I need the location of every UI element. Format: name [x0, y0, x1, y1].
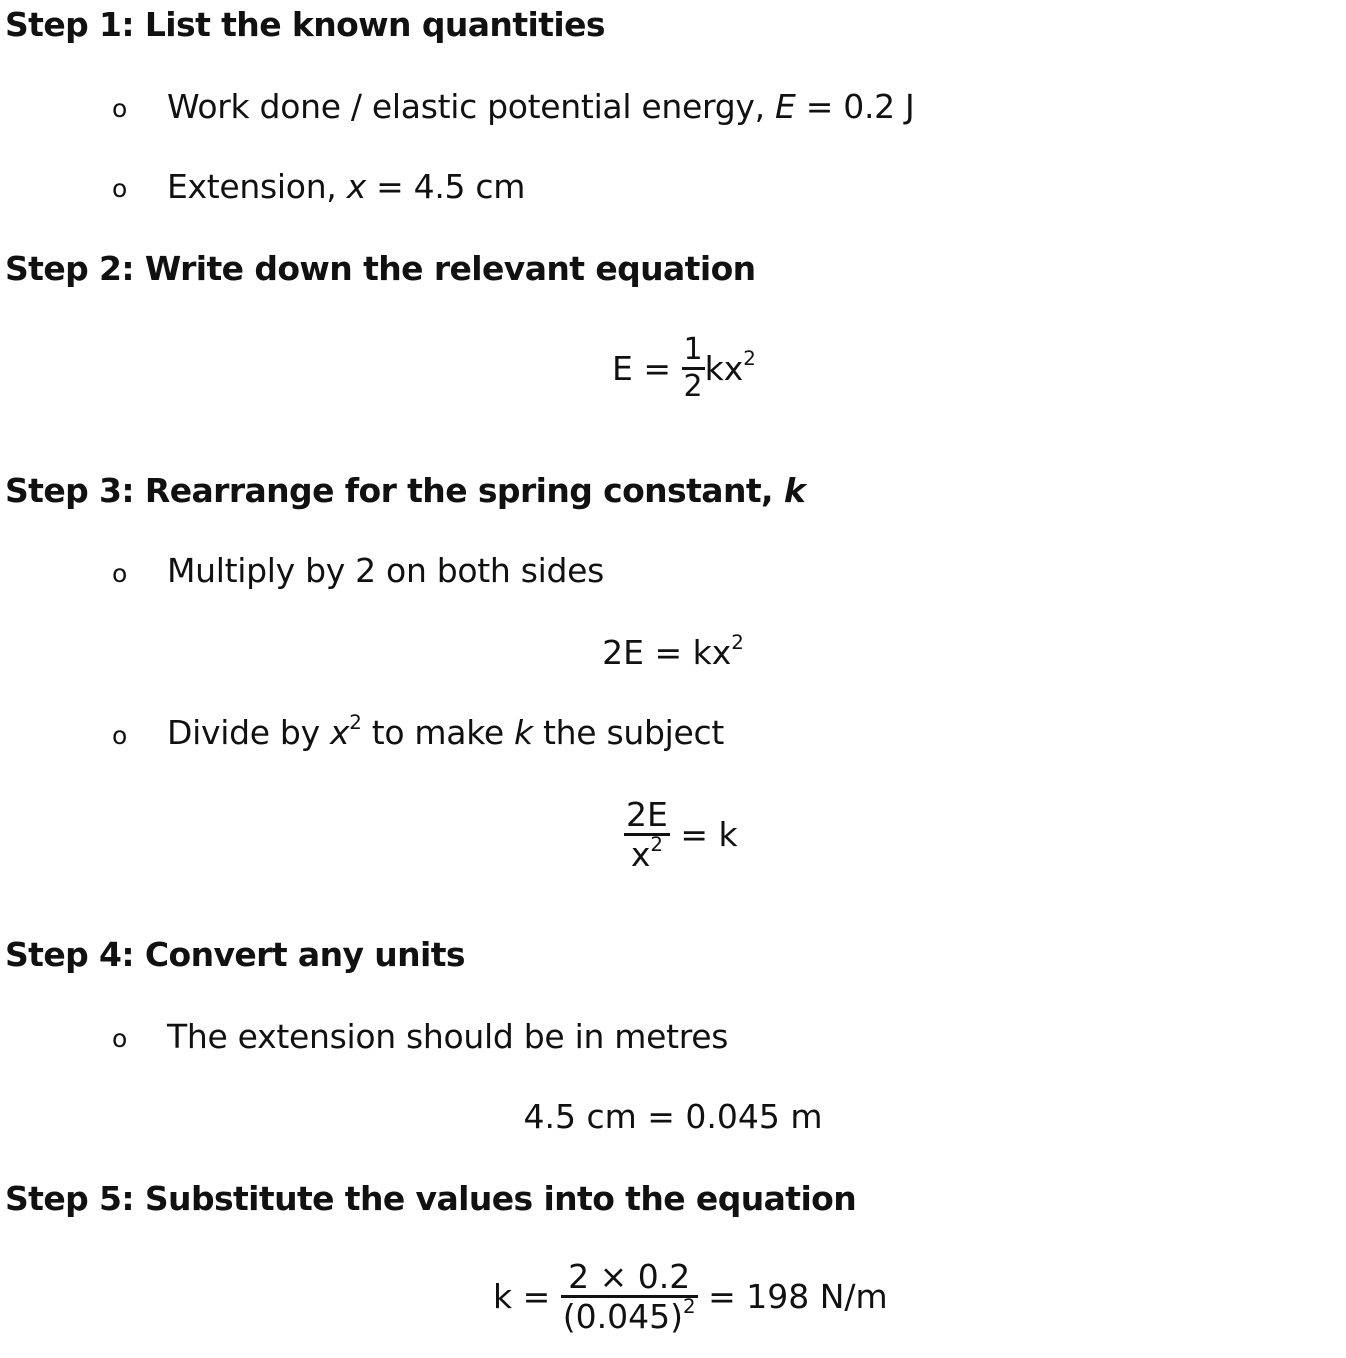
- equation-2e: $2E = kx^2$: [602, 631, 744, 672]
- equation-rhs: = k: [680, 815, 738, 854]
- step2-heading: Step 2: Write down the relevant equation: [5, 249, 756, 288]
- energy-variable: E: [774, 87, 796, 126]
- fraction-half: [682, 332, 705, 404]
- equation-result: = 198 N/m: [708, 1277, 888, 1316]
- equation-unit-conversion: 4.5 cm = 0.045 m: [523, 1097, 823, 1136]
- extension-variable: x: [346, 167, 366, 206]
- extension-value: = 4.5 cm: [365, 167, 526, 206]
- step3-heading: [5, 471, 806, 510]
- bullet-marker: o: [112, 94, 128, 123]
- step4-heading: Step 4: Convert any units: [5, 935, 465, 974]
- spring-constant-variable: k: [783, 471, 806, 510]
- fraction-numerator: 2 × 0.2: [561, 1260, 698, 1298]
- equation-energy: [612, 332, 756, 404]
- energy-value: = 0.2 J: [795, 87, 915, 126]
- step3-heading-text: Step 3: Rearrange for the spring constant,: [5, 471, 784, 510]
- step4-bullet-metres: The extension should be in metres: [167, 1017, 729, 1056]
- bullet-marker: o: [112, 559, 128, 588]
- extension-label: Extension,: [167, 167, 347, 206]
- bullet-marker: o: [112, 1024, 128, 1053]
- energy-label: Work done / elastic potential energy,: [167, 87, 775, 126]
- step5-heading: Step 5: Substitute the values into the equation: [5, 1179, 857, 1218]
- fraction-numerator: 2E: [626, 795, 668, 834]
- bullet-marker: o: [112, 721, 128, 750]
- step3-bullet-divide: Divide by $x^2$ to make k the subject: [167, 711, 724, 752]
- equation-lhs: k =: [493, 1277, 551, 1316]
- step3-bullet-multiply: Multiply by 2 on both sides: [167, 551, 605, 590]
- fraction-substitution: [561, 1257, 698, 1336]
- bullet-marker: o: [112, 174, 128, 203]
- equation-final-result: [493, 1257, 888, 1336]
- fraction-numerator: 1: [682, 335, 705, 370]
- equation-rhs: $kx^2$: [704, 347, 756, 388]
- fraction-denominator: $(0.045)^2$: [562, 1295, 696, 1336]
- fraction-denominator: $x^2$: [630, 833, 663, 874]
- step1-item-energy: [167, 87, 915, 126]
- equation-lhs: E =: [612, 349, 671, 388]
- step1-item-extension: [167, 167, 526, 206]
- step1-heading: Step 1: List the known quantities: [5, 5, 605, 44]
- fraction-denominator: 2: [683, 369, 703, 404]
- fraction-2e-over-x2: [624, 795, 670, 874]
- equation-k-subject: [624, 795, 738, 874]
